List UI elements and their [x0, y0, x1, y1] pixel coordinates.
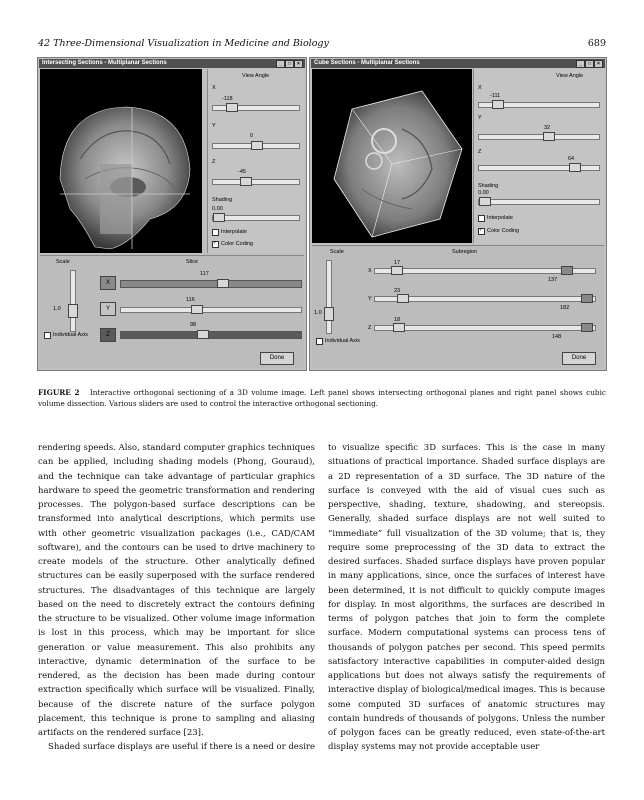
scale-slider[interactable]	[326, 260, 332, 334]
shading-label: Shading	[212, 197, 233, 203]
sub-y-slider[interactable]	[374, 296, 596, 302]
color-coding-label: Color Coding	[487, 228, 520, 234]
subregion-label: Subregion	[452, 249, 478, 255]
interpolate-checkbox[interactable]	[212, 229, 219, 236]
sub-z-min-thumb[interactable]	[393, 323, 405, 332]
page-number: 689	[587, 38, 606, 49]
left-paragraph-2: Shaded surface displays are useful if there is a need or desire	[48, 742, 316, 753]
scale-label: Scale	[330, 249, 344, 255]
right-paragraph-1: to visualize specific 3D surfaces. This is the case in many situations of practical importance. Shaded surface displays are a 2D representation of a 3D surface. The 3D nature of the surface is conveyed with the aid of visual cues such as perspective, shading, texture, shadowing, and stereopsis. Generally, shaded surface displays are not well suited to “immediate” full visualization of the 3D volume; that is, they require some preprocessing of the 3D data to extract the desired surfaces. Shaded surface displays have proven popular in many applications, since, once the surfaces of interest have been determined, it is not difficult to quickly compute images for display. In most algorithms, the surfaces are described in terms of polygon patches that join to form the complete surface. Modern computational systems can process tens of thousands of polygon patches per second. This speed permits satisfactory interactive capabilities in computer-aided design applications but does not always satisfy the requirements of interactive display of biological/medical images. This is because some computed 3D surfaces of anatomic structures may contain hundreds of thousands of polygons. Unless the number of polygon faces can be greatly reduced, even state-of-the-art display systems may not provide acceptable user	[328, 443, 605, 753]
z-angle-thumb[interactable]	[240, 177, 252, 186]
slice-x-value: 117	[200, 271, 209, 277]
sub-x-slider[interactable]	[374, 268, 596, 274]
x-axis-label: X	[478, 85, 482, 91]
z-axis-label: Z	[212, 159, 216, 165]
sub-z-max-thumb[interactable]	[581, 323, 593, 332]
y-angle-value: 32	[544, 125, 551, 131]
scale-label: Scale	[56, 259, 70, 265]
x-angle-thumb[interactable]	[492, 100, 504, 109]
color-coding-checkbox[interactable]	[212, 241, 219, 248]
sub-z-min-value: 18	[394, 317, 401, 323]
render-viewport[interactable]	[312, 69, 472, 243]
y-angle-thumb[interactable]	[543, 132, 555, 141]
window-titlebar	[311, 59, 605, 68]
slice-z-value: 98	[190, 322, 197, 328]
shading-slider[interactable]	[478, 199, 600, 205]
sub-x-max-value: 137	[548, 277, 558, 283]
x-angle-value: -118	[222, 96, 233, 102]
x-angle-thumb[interactable]	[226, 103, 238, 112]
shading-value: 0.00	[212, 206, 223, 212]
sub-x-min-value: 17	[394, 260, 401, 266]
scale-value: 1.0	[314, 310, 322, 316]
color-coding-checkbox[interactable]	[478, 228, 485, 235]
shading-value: 0.00	[478, 190, 489, 196]
y-axis-label: Y	[212, 123, 216, 129]
view-angle-label: View Angle	[242, 73, 270, 79]
scale-thumb[interactable]	[68, 304, 78, 318]
individual-axis-checkbox[interactable]	[44, 332, 51, 339]
window-title: Intersecting Sections - Multiplanar Sections	[42, 60, 167, 66]
slice-z-button[interactable]: Z	[100, 328, 116, 342]
control-panel	[473, 69, 604, 243]
running-header	[38, 38, 606, 52]
left-column	[38, 441, 315, 755]
view-angle-label: View Angle	[556, 73, 584, 79]
z-axis-label: Z	[478, 149, 482, 155]
running-title: 42 Three-Dimensional Visualization in Medicine and Biology	[38, 38, 329, 49]
z-angle-slider[interactable]	[212, 179, 300, 185]
scale-value: 1.0	[53, 306, 61, 312]
window-titlebar	[39, 59, 305, 68]
z-angle-value: 64	[568, 156, 575, 162]
z-angle-slider[interactable]	[478, 165, 600, 171]
subregion-panel	[312, 245, 604, 368]
slice-label: Slice	[186, 259, 198, 265]
slice-x-button[interactable]: X	[100, 276, 116, 290]
x-axis-label: X	[212, 85, 216, 91]
minimize-icon[interactable]: _	[276, 60, 285, 68]
sub-y-max-thumb[interactable]	[581, 294, 593, 303]
done-button[interactable]: Done	[260, 352, 294, 365]
maximize-icon[interactable]: □	[285, 60, 294, 68]
shading-label: Shading	[478, 183, 499, 189]
individual-axis-label: Individual Axis	[53, 332, 88, 338]
right-column	[328, 441, 605, 755]
shading-thumb[interactable]	[479, 197, 491, 206]
x-angle-value: -111	[490, 93, 501, 99]
scale-thumb[interactable]	[324, 307, 334, 321]
y-angle-slider[interactable]	[478, 134, 600, 140]
window-title: Cube Sections - Multiplanar Sections	[314, 60, 420, 66]
caption-label: FIGURE 2	[38, 388, 80, 397]
render-viewport[interactable]	[40, 69, 202, 253]
scale-slider[interactable]	[70, 270, 76, 332]
figure-caption	[38, 387, 606, 409]
sub-x-max-thumb[interactable]	[561, 266, 573, 275]
control-panel	[207, 69, 304, 253]
z-angle-value: -45	[238, 169, 246, 175]
left-paragraph-1: rendering speeds. Also, standard computer graphics techniques can be applied, including shading models (Phong, Gouraud), and the technique can take advantage of particular graphics hardware to speed the geometric transformation and rendering processes. The polygon-based surface descriptions can be transformed into analytical descriptions, which permits use with other geometric visualization packages (i.e., CAD/CAM software), and the contours can be used to drive machinery to create models of the structure. Other analytically defined structures can be easily superposed with the surface rendered structures. The disadvantages of this technique are largely based on the need to discretely extract the contours defining the structure to be visualized. Other volume image information is lost in this process, which may be important for slice generation or value measurement. This also prohibits any interactive, dynamic determination of the surface to be rendered, as the decision has been made during contour extraction specifically which surface will be visualized. Finally, because of the discrete nature of the surface polygon placement, this technique is prone to sampling and aliasing artifacts on the rendered surface [23].	[38, 443, 315, 738]
intersecting-planes-render	[40, 69, 202, 253]
sub-x-min-thumb[interactable]	[391, 266, 403, 275]
slice-y-value: 116	[186, 297, 195, 303]
y-angle-value: 0	[250, 133, 254, 139]
minimize-icon[interactable]: _	[576, 60, 585, 68]
sub-z-slider[interactable]	[374, 325, 596, 331]
slice-y-thumb[interactable]	[191, 305, 203, 314]
maximize-icon[interactable]: □	[585, 60, 594, 68]
slice-x-slider[interactable]	[120, 280, 302, 288]
close-icon[interactable]: ×	[594, 60, 603, 68]
interpolate-label: Interpolate	[221, 229, 247, 235]
slice-z-slider[interactable]	[120, 331, 302, 339]
caption-text: Interactive orthogonal sectioning of a 3D volume image. Left panel shows intersecting orthogonal planes and right panel shows cubic volume dissection. Various sliders are used to control the interactive orthogonal sectioning.	[38, 388, 606, 408]
slice-panel	[40, 255, 304, 368]
interpolate-label: Interpolate	[487, 215, 513, 221]
x-angle-slider[interactable]	[478, 102, 600, 108]
interpolate-checkbox[interactable]	[478, 215, 485, 222]
y-axis-label: Y	[478, 115, 482, 121]
cube-dissection-render	[312, 69, 472, 243]
sub-y-label: Y	[368, 296, 372, 302]
y-angle-slider[interactable]	[212, 143, 300, 149]
slice-z-thumb[interactable]	[197, 330, 209, 339]
slice-y-button[interactable]: Y	[100, 302, 116, 316]
sub-y-min-thumb[interactable]	[397, 294, 409, 303]
individual-axis-label: Individual Axis	[325, 338, 360, 344]
y-angle-thumb[interactable]	[251, 141, 263, 150]
sub-x-label: X	[368, 268, 372, 274]
slice-y-slider[interactable]	[120, 307, 302, 313]
shading-slider[interactable]	[212, 215, 300, 221]
sub-z-max-value: 148	[552, 334, 562, 340]
sub-z-label: Z	[368, 325, 372, 331]
shading-thumb[interactable]	[213, 213, 225, 222]
color-coding-label: Color Coding	[221, 241, 254, 247]
figure-2	[37, 57, 607, 369]
z-angle-thumb[interactable]	[569, 163, 581, 172]
sub-y-min-value: 23	[394, 288, 401, 294]
close-icon[interactable]: ×	[294, 60, 303, 68]
intersecting-sections-window	[37, 57, 307, 371]
slice-x-thumb[interactable]	[217, 279, 229, 288]
individual-axis-checkbox[interactable]	[316, 338, 323, 345]
x-angle-slider[interactable]	[212, 105, 300, 111]
cube-sections-window	[309, 57, 607, 371]
done-button[interactable]: Done	[562, 352, 596, 365]
sub-y-max-value: 182	[560, 305, 570, 311]
